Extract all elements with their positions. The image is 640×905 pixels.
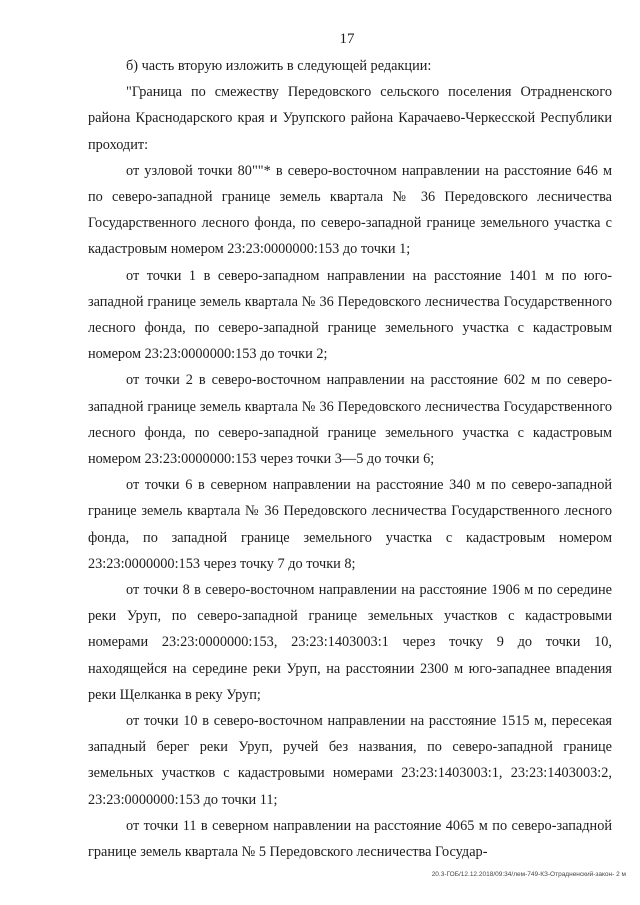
paragraph-segment-8-to-10: от точки 8 в северо-восточном направлении на расстояние 1906 м по середине реки Уруп, по северо-западной границе земельных участков с кадастровыми номерами 23:23:0000000:153, 23:23:1403003:1 через точку 9 до точки 10, находящейся на середине реки Уруп, на расстоянии 2300 м юго-западнее впадения реки Щелканка в реку Уруп; <box>88 582 612 703</box>
footer-document-code: 20.3-ГОБ/12.12.2018/09:34/лем-749-КЗ-Отрадненский-закон- 2 м <box>431 871 626 878</box>
document-body <box>88 53 612 865</box>
paragraph-segment-80-to-1: от узловой точки 80""* в северо-восточном направлении на расстояние 646 м по северо-западной границе земель квартала № 36 Передовского лесничества Государственного лесного фонда, по северо-западной границе земельного участка с кадастровым номером 23:23:0000000:153 до точки 1; <box>88 162 612 258</box>
paragraph-boundary-heading: "Граница по смежеству Передовского сельского поселения Отрадненского района Краснодарского края и Урупского района Карачаево-Черкесской Республики проходит: <box>88 84 612 153</box>
paragraph-segment-1-to-2: от точки 1 в северо-западном направлении на расстояние 1401 м по юго-западной границе земель квартала № 36 Передовского лесничества Государственного лесного фонда, по северо-западной границе земельного участка с кадастровым номером 23:23:0000000:153 до точки 2; <box>88 267 612 363</box>
paragraph-segment-6-to-8: от точки 6 в северном направлении на расстояние 340 м по северо-западной границе земель квартала № 36 Передовского лесничества Государственного лесного фонда, по западной границе земельного участка с кадастровым номером 23:23:0000000:153 через точку 7 до точки 8; <box>88 477 612 572</box>
paragraph-segment-10-to-11: от точки 10 в северо-восточном направлении на расстояние 1515 м, пересекая западный берег реки Уруп, ручей без названия, по северо-западной границе земельных участков с кадастровыми номерами 23:23:1403003:1, 23:23:1403003:2, 23:23:0000000:153 до точки 11; <box>88 713 612 808</box>
paragraph-segment-11-onward: от точки 11 в северном направлении на расстояние 4065 м по северо-западной границе земель квартала № 5 Передовского лесничества Государ- <box>88 817 612 861</box>
paragraph-segment-2-to-6: от точки 2 в северо-восточном направлении на расстояние 602 м по северо-западной границе земель квартала № 36 Передовского лесничества Государственного лесного фонда, по северо-западной границе земельного участка с кадастровым номером 23:23:0000000:153 через точки 3—5 до точки 6; <box>88 372 612 468</box>
page-number: 17 <box>339 31 355 47</box>
paragraph-intro: б) часть вторую изложить в следующей редакции: <box>126 58 432 74</box>
